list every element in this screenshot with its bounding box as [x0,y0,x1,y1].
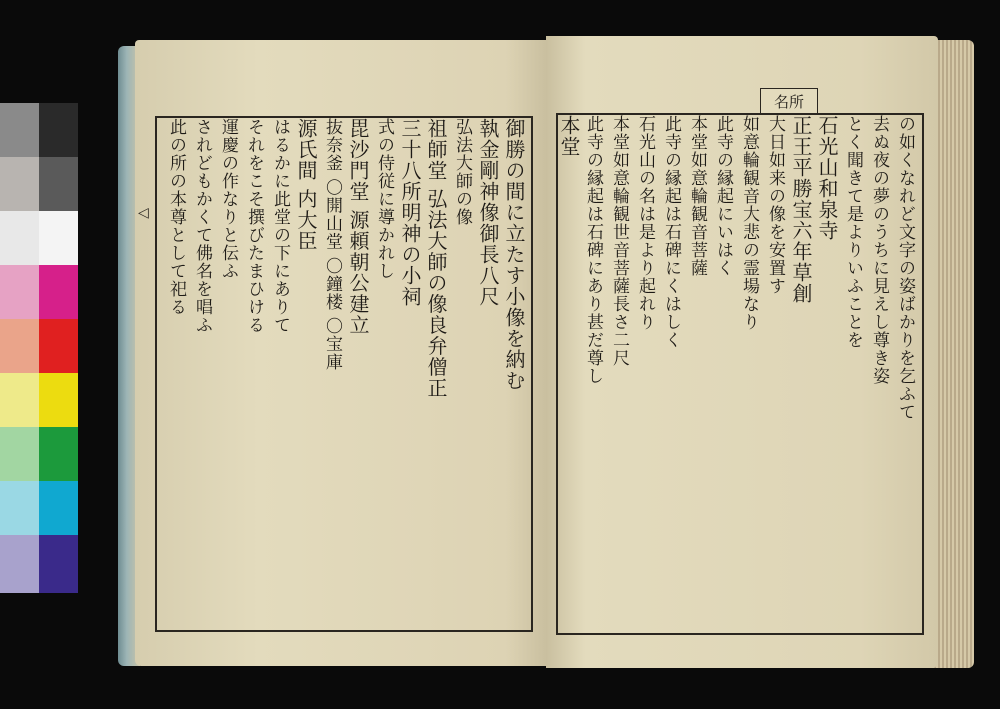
swatch [39,157,78,211]
swatch [0,427,39,481]
text-column: 三十八所明神の小祠 [398,118,422,307]
swatch [39,265,78,319]
text-column: 運慶の作なりと伝ふ [218,118,238,280]
text-column: 此寺の縁起は石碑にくはしく [661,115,681,349]
swatch [39,535,78,593]
color-calibration-bar [0,103,78,593]
swatch [39,373,78,427]
text-column: 源氏間 内大臣 [294,118,318,252]
text-column: 抜奈釜 〇開山堂 〇鐘楼 〇宝庫 [322,118,342,372]
text-column: 祖師堂 弘法大師の像良弁僧正 [424,118,448,399]
swatch [39,319,78,373]
text-column: 石光山和泉寺 [815,115,839,241]
left-text-frame [155,116,533,632]
text-column: 御勝の間に立たす小像を納む [502,118,526,391]
text-column: されどもかくて佛名を唱ふ [192,118,212,334]
swatch [0,373,39,427]
text-column: 此寺の縁起にいはく [713,115,733,277]
text-column: 此寺の縁起は石碑にあり甚だ尊し [583,115,603,385]
text-column: 正王平勝宝六年草創 [789,115,813,304]
swatch [39,103,78,157]
text-column: 式の侍従に導かれし [374,118,394,280]
text-column: はるかに此堂の下にありて [270,118,290,334]
text-column: 此の所の本尊として祀る [166,118,186,316]
text-column: の如くなれど文字の姿ばかりを乞ふて [895,115,915,421]
fold-mark-icon: ◁ [138,205,149,221]
text-column: 執金剛神像御長八尺 [476,118,500,307]
text-column: 石光山の名は是より起れり [635,115,655,331]
text-column: 本堂 [557,115,581,157]
swatch [0,481,39,535]
text-column: 大日如来の像を安置す [765,115,785,295]
right-text-frame [556,113,924,635]
swatch [0,211,39,265]
page-heading: 名所 [760,88,818,114]
text-column: 本堂如意輪観音菩薩 [687,115,707,277]
swatch [0,535,39,593]
text-column: 去ぬ夜の夢のうちに見えし尊き姿 [869,115,889,385]
text-column: とく聞きて是よりいふことを [843,115,863,349]
swatch [0,319,39,373]
text-column: それをこそ撰びたまひける [244,118,264,334]
swatch [39,481,78,535]
text-column: 毘沙門堂 源頼朝公建立 [346,118,370,336]
text-column: 本堂如意輪観世音菩薩長さ二尺 [609,115,629,367]
swatch [0,103,39,157]
swatch [0,157,39,211]
swatch [39,211,78,265]
swatch [39,427,78,481]
swatch [0,265,39,319]
text-column: 弘法大師の像 [452,118,472,226]
text-column: 如意輪観音大悲の霊場なり [739,115,759,331]
